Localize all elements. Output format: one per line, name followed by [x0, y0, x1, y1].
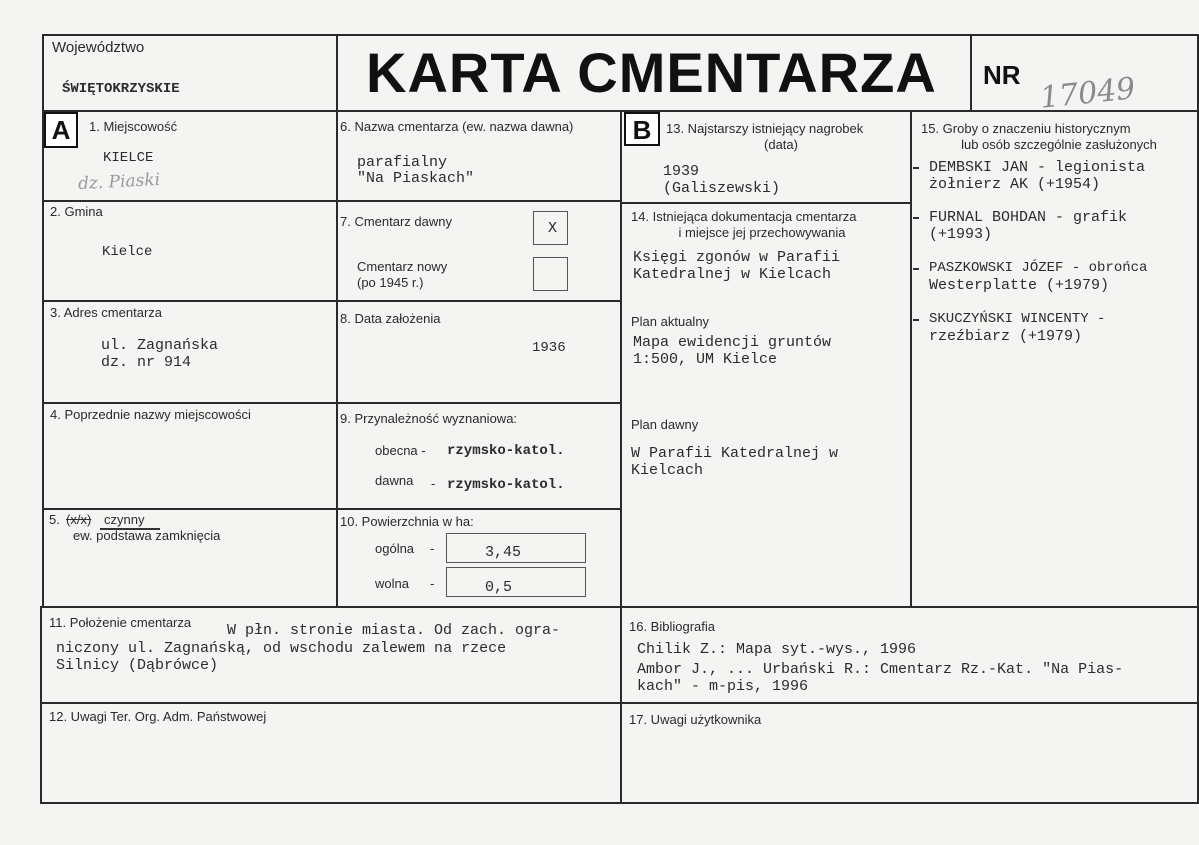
field-1-label: 1. Miejscowość [89, 119, 178, 134]
grave-2-line1: FURNAL BOHDAN - grafik [929, 209, 1128, 226]
field-11-value-line2: niczony ul. Zagnańską, od wschodu zalewem na rzece [56, 640, 507, 657]
grave-3-bullet [913, 268, 919, 270]
field-14-label-line1: 14. Istniejąca dokumentacja cmentarza [631, 209, 857, 224]
field-13-value-line1: 1939 [663, 163, 700, 180]
field-16-label: 16. Bibliografia [629, 619, 715, 634]
region-value: ŚWIĘTOKRZYSKIE [62, 81, 180, 97]
field-15-label-line1: 15. Groby o znaczeniu historycznym [921, 121, 1131, 136]
field-5-label-line2: ew. podstawa zamknięcia [73, 528, 221, 543]
plan-current-label: Plan aktualny [631, 314, 710, 329]
grave-3-line2: Westerplatte (+1979) [929, 277, 1110, 294]
field-7-new-label-line1: Cmentarz nowy [357, 259, 448, 274]
field-6-value-line2: "Na Piaskach" [357, 170, 475, 187]
field-7-old-label: 7. Cmentarz dawny [340, 214, 452, 229]
field-3-value-line2: dz. nr 914 [101, 354, 192, 371]
field-9-label: 9. Przynależność wyznaniowa: [340, 411, 518, 426]
field-10-free-label: wolna [375, 576, 409, 591]
field-10-free-value: 0,5 [485, 579, 513, 596]
field-7-new-checkbox[interactable] [533, 257, 568, 291]
field-1-hand-note: dz. Piaski [77, 169, 161, 195]
field-10-total-sep: - [430, 541, 435, 556]
grave-2-line2: (+1993) [929, 226, 993, 243]
field-14-value-line2: Katedralnej w Kielcach [633, 266, 832, 283]
field-9-former-sep: - [431, 476, 436, 491]
field-9-former-label: dawna [375, 473, 414, 488]
grave-4-line1: SKUCZYŃSKI WINCENTY - [929, 311, 1106, 327]
field-12-label: 12. Uwagi Ter. Org. Adm. Państwowej [49, 709, 267, 724]
field-4-label: 4. Poprzednie nazwy miejscowości [50, 407, 251, 422]
field-13-label-line2: (data) [764, 137, 798, 152]
plan-former-label: Plan dawny [631, 417, 699, 432]
field-14-value-line1: Księgi zgonów w Parafii [633, 249, 841, 266]
field-3-value-line1: ul. Zagnańska [101, 337, 219, 354]
field-1-value: KIELCE [103, 150, 154, 166]
grave-1-line1: DEMBSKI JAN - legionista [929, 159, 1146, 176]
grave-3-line1: PASZKOWSKI JÓZEF - obrońca [929, 260, 1148, 276]
grave-4-line2: rzeźbiarz (+1979) [929, 328, 1083, 345]
field-7-old-mark: X [548, 220, 558, 237]
field-17-label: 17. Uwagi użytkownika [629, 712, 762, 727]
field-3-label: 3. Adres cmentarza [50, 305, 162, 320]
field-5-status: czynny [104, 512, 145, 527]
grave-4-bullet [913, 319, 919, 321]
field-10-total-label: ogólna [375, 541, 415, 556]
field-16-value-line2: Ambor J., ... Urbański R.: Cmentarz Rz.-Kat. "Na Pias- [637, 661, 1124, 678]
field-10-free-sep: - [430, 576, 435, 591]
field-13-value-line2: (Galiszewski) [663, 180, 781, 197]
plan-current-value-line1: Mapa ewidencji gruntów [633, 334, 832, 351]
field-5-struck-value: (x/x) [66, 512, 92, 527]
field-11-label: 11. Położenie cmentarza [49, 615, 192, 630]
grave-2-bullet [913, 217, 919, 219]
field-9-current-label: obecna - [375, 443, 426, 458]
field-7-new-label-line2: (po 1945 r.) [357, 275, 424, 290]
field-6-value-line1: parafialny [357, 154, 448, 171]
nr-value: 17049 [1038, 71, 1138, 116]
field-6-label: 6. Nazwa cmentarza (ew. nazwa dawna) [340, 119, 574, 134]
nr-label: NR [983, 60, 1021, 90]
field-14-label-line2: i miejsce jej przechowywania [678, 225, 846, 240]
field-11-value-line3: Silnicy (Dąbrówce) [56, 657, 219, 674]
field-13-label-line1: 13. Najstarszy istniejący nagrobek [666, 121, 864, 136]
field-10-label: 10. Powierzchnia w ha: [340, 514, 474, 529]
field-11-value-line1: W płn. stronie miasta. Od zach. ogra- [227, 622, 561, 639]
region-label: Województwo [52, 39, 145, 56]
grave-1-bullet [913, 167, 919, 169]
plan-former-value-line1: W Parafii Katedralnej w [631, 445, 839, 462]
plan-former-value-line2: Kielcach [631, 462, 704, 479]
field-15-label-line2: lub osób szczególnie zasłużonych [961, 137, 1157, 152]
section-b-letter: B [624, 112, 660, 146]
field-16-value-line3: kach" - m-pis, 1996 [637, 678, 809, 695]
field-2-label: 2. Gmina [50, 204, 103, 219]
field-9-former-value: rzymsko-katol. [447, 477, 565, 493]
page-title: KARTA CMENTARZA [366, 41, 937, 104]
section-a-letter: A [44, 112, 78, 148]
field-9-current-value: rzymsko-katol. [447, 443, 565, 459]
field-10-free-input[interactable] [446, 567, 586, 597]
field-8-value: 1936 [532, 340, 566, 356]
field-10-total-value: 3,45 [485, 544, 522, 561]
field-16-value-line1: Chilik Z.: Mapa syt.-wys., 1996 [637, 641, 917, 658]
field-2-value: Kielce [102, 244, 153, 260]
plan-current-value-line2: 1:500, UM Kielce [633, 351, 778, 368]
grave-1-line2: żołnierz AK (+1954) [929, 176, 1101, 193]
field-8-label: 8. Data założenia [340, 311, 441, 326]
field-5-prefix: 5. [49, 512, 60, 527]
